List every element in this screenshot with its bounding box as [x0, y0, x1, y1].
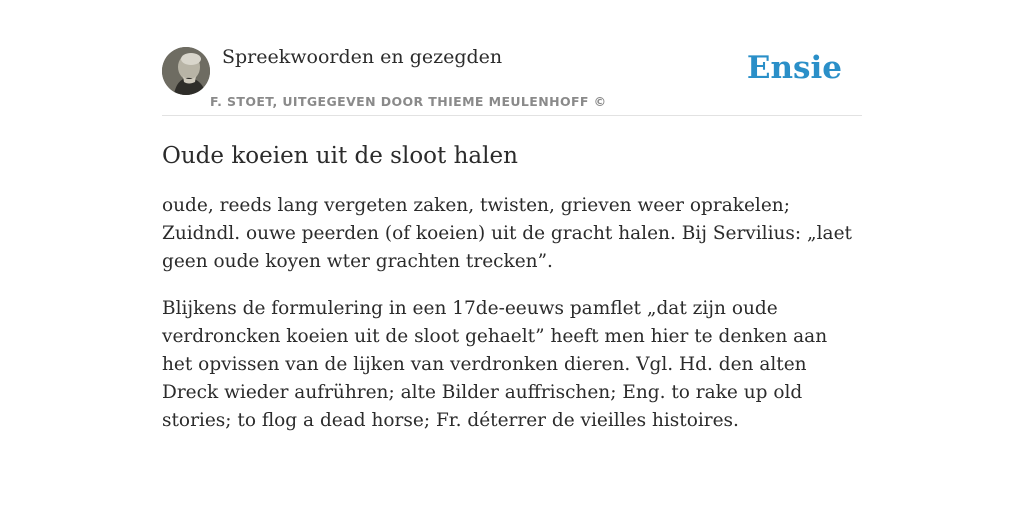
entry-header	[162, 40, 862, 116]
source-credit: F. STOET, UITGEGEVEN DOOR THIEME MEULENHOFF ©	[210, 94, 607, 109]
source-title[interactable]: Spreekwoorden en gezegden	[222, 46, 503, 68]
entry-paragraph: oude, reeds lang vergeten zaken, twisten, grieven weer oprakelen; Zuidndl. ouwe peerden (of koeien) uit de gracht halen. Bij Servilius: „laet geen oude koyen wter grachten trecken”.	[162, 195, 852, 272]
ensie-logo-link[interactable]: Ensie	[746, 50, 842, 86]
entry-title: Oude koeien uit de sloot halen	[162, 143, 518, 169]
entry-card	[162, 40, 862, 435]
author-portrait-icon[interactable]	[162, 47, 210, 95]
entry-body	[162, 192, 862, 435]
entry-paragraph: Blijkens de formulering in een 17de-eeuws pamflet „dat zijn oude verdroncken koeien uit de sloot gehaelt” heeft men hier te denken aan het opvissen van de lijken van verdronken dieren. Vgl. Hd. den alten Dreck wieder aufrühren; alte Bilder auffrischen; Eng. to rake up old stories; to flog a dead horse; Fr. déterrer de vieilles histoires.	[162, 298, 828, 431]
